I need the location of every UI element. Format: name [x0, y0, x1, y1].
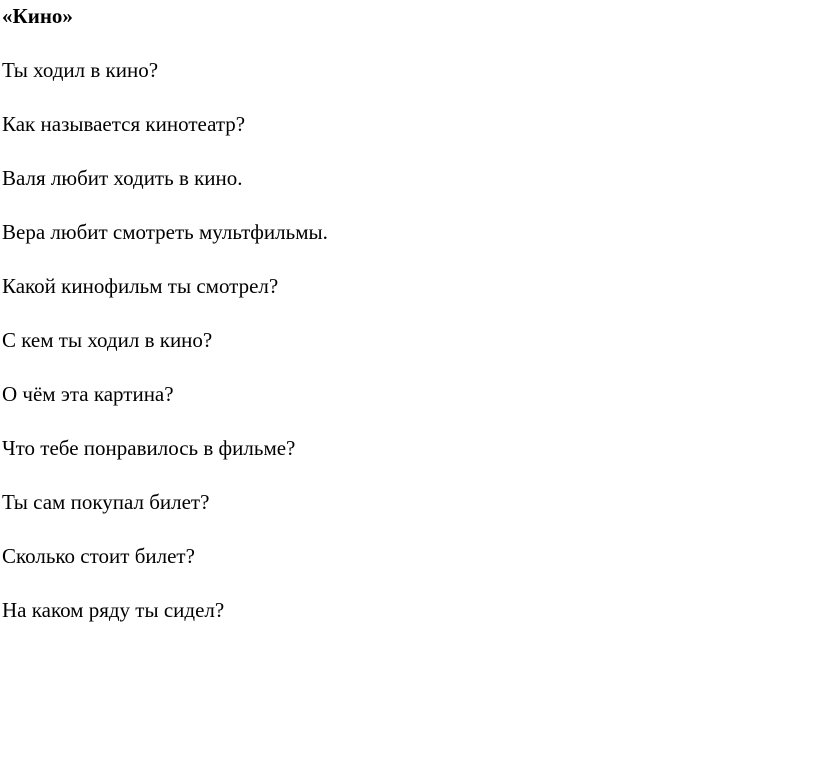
text-line: Валя любит ходить в кино.	[2, 166, 243, 190]
text-line: Какой кинофильм ты смотрел?	[2, 274, 279, 298]
text-line: О чём эта картина?	[2, 382, 174, 406]
question-list	[2, 56, 328, 650]
text-line: С кем ты ходил в кино?	[2, 328, 213, 352]
text-line: Ты ходил в кино?	[2, 58, 159, 82]
text-line: Вера любит смотреть мультфильмы.	[2, 220, 328, 244]
text-line: На каком ряду ты сидел?	[2, 598, 225, 622]
text-line: Как называется кинотеатр?	[2, 112, 246, 136]
text-line: Сколько стоит билет?	[2, 544, 195, 568]
text-line: Ты сам покупал билет?	[2, 490, 210, 514]
text-line: Что тебе понравилось в фильме?	[2, 436, 296, 460]
document-title: «Кино»	[2, 4, 73, 28]
